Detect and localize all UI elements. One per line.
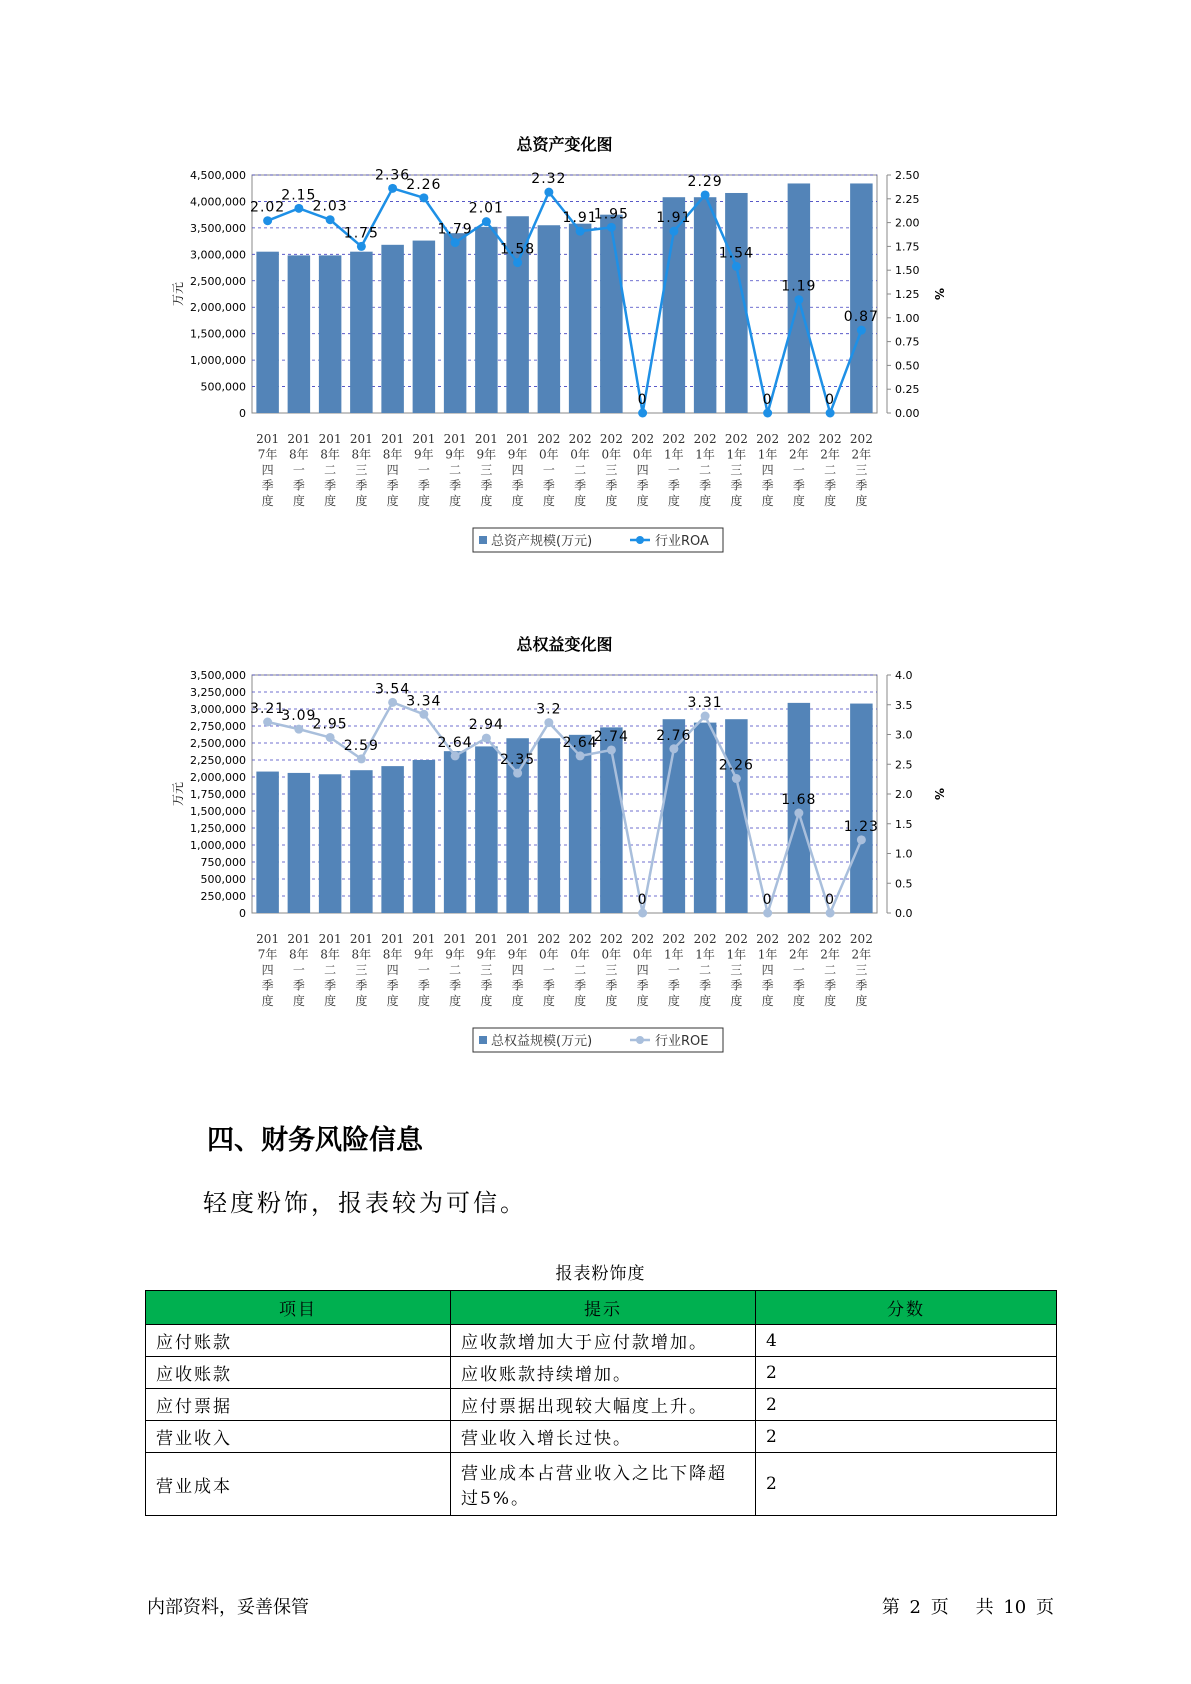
assets-xtick-label: 202 0年四季度: [631, 432, 655, 508]
assets-point: [701, 190, 710, 199]
whitewash-table: [145, 1290, 1057, 1516]
equity-ytick-label: 3,000,000: [190, 703, 246, 716]
assets-ytick-label: 2,000,000: [190, 301, 246, 315]
equity-point: [669, 744, 678, 753]
equity-data-label: 2.64: [437, 734, 473, 751]
assets-point: [576, 227, 585, 236]
assets-y2tick-label: 1.00: [895, 311, 920, 325]
assets-legend-bar-swatch: [479, 536, 487, 544]
assets-y2tick-label: 2.00: [895, 216, 920, 230]
equity-ytick-label: 500,000: [200, 873, 246, 886]
assets-y2tick-label: 1.25: [895, 288, 920, 301]
equity-point: [326, 733, 335, 742]
row-score: 2: [756, 1453, 1057, 1516]
equity-ytick-label: 2,500,000: [190, 737, 246, 750]
equity-xtick-label: 201 8年二季度: [318, 932, 342, 1008]
table-row: [146, 1325, 1057, 1357]
equity-y2tick-label: 2.5: [895, 758, 913, 772]
total-equity-chart: [170, 625, 970, 1105]
assets-xtick-label: 202 1年二季度: [693, 432, 717, 508]
assets-point: [544, 188, 553, 197]
assets-bar: [600, 215, 623, 413]
equity-data-label: 2.74: [593, 728, 629, 745]
equity-data-label: 2.94: [468, 717, 504, 734]
equity-data-label: 3.09: [281, 708, 317, 725]
equity-ytick-label: 0: [239, 907, 246, 920]
equity-point: [794, 809, 803, 818]
assets-bar: [444, 233, 467, 413]
equity-ytick-label: 1,750,000: [190, 788, 246, 801]
assets-point: [513, 258, 522, 267]
equity-xtick-label: 201 9年三季度: [474, 932, 498, 1008]
equity-data-label: 2.26: [718, 757, 754, 774]
equity-point: [544, 718, 553, 727]
table-row: [146, 1453, 1057, 1516]
equity-legend-line-marker: [636, 1036, 644, 1044]
assets-ytick-label: 3,000,000: [190, 248, 246, 262]
assets-xtick-label: 202 2年二季度: [818, 432, 842, 508]
assets-point: [482, 217, 491, 226]
total-assets-chart-svg: [170, 125, 970, 605]
assets-xtick-label: 202 0年一季度: [537, 432, 561, 508]
row-item: 应收账款: [146, 1357, 451, 1389]
assets-point: [419, 193, 428, 202]
assets-bar: [256, 252, 279, 413]
equity-xtick-label: 201 8年三季度: [349, 932, 373, 1008]
equity-bar: [850, 704, 873, 913]
assets-y2tick-label: 1.50: [895, 264, 920, 278]
assets-data-label: 1.91: [562, 210, 598, 227]
assets-legend-bar-label: 总资产规模(万元): [491, 534, 593, 549]
equity-data-label: 2.95: [312, 716, 348, 733]
equity-y2label: %: [932, 787, 946, 801]
assets-xtick-label: 201 9年三季度: [474, 432, 498, 508]
table-caption: 报表粉饰度: [555, 1264, 646, 1284]
equity-y2tick-label: 1.5: [895, 817, 913, 831]
assets-data-label: 2.03: [312, 198, 348, 215]
assets-ytick-label: 3,500,000: [190, 221, 246, 235]
row-item: 应付票据: [146, 1389, 451, 1421]
equity-legend-line-label: 行业ROE: [655, 1034, 709, 1049]
header-hint: 提示: [451, 1291, 756, 1325]
assets-point: [451, 238, 460, 247]
equity-xtick-label: 201 9年四季度: [506, 932, 530, 1008]
assets-xtick-label: 201 9年四季度: [506, 432, 530, 508]
assets-xtick-label: 202 0年三季度: [599, 432, 623, 508]
equity-point: [638, 909, 647, 918]
assets-bar: [475, 227, 498, 413]
section-title: 四、财务风险信息: [207, 1125, 423, 1156]
page-num: 2: [909, 1597, 921, 1618]
equity-point: [419, 710, 428, 719]
row-hint: 应收账款持续增加。: [451, 1357, 756, 1389]
assets-data-label: 1.54: [718, 245, 754, 262]
row-score: 2: [756, 1389, 1057, 1421]
assets-point: [294, 204, 303, 213]
assets-xtick-label: 202 1年一季度: [662, 432, 686, 508]
row-score: 2: [756, 1357, 1057, 1389]
header-score: 分数: [756, 1291, 1057, 1325]
equity-bar: [694, 723, 717, 913]
equity-data-label: 3.54: [375, 681, 411, 698]
assets-xtick-label: 202 0年二季度: [568, 432, 592, 508]
assets-y2tick-label: 1.75: [895, 240, 920, 254]
equity-bar: [381, 766, 404, 913]
assets-point: [732, 262, 741, 271]
page-unit: 页: [930, 1597, 949, 1618]
table-row: [146, 1357, 1057, 1389]
equity-xtick-label: 202 1年二季度: [693, 932, 717, 1008]
assets-y2tick-label: 0.75: [895, 335, 920, 349]
equity-bar: [288, 773, 311, 913]
risk-summary: 轻度粉饰，报表较为可信。: [203, 1189, 527, 1217]
equity-point: [451, 751, 460, 760]
assets-bar: [694, 197, 717, 413]
equity-xtick-label: 202 2年二季度: [818, 932, 842, 1008]
equity-point: [263, 718, 272, 727]
assets-data-label: 2.15: [281, 187, 317, 204]
assets-point: [826, 409, 835, 418]
equity-ytick-label: 750,000: [200, 856, 246, 869]
assets-xtick-label: 201 8年三季度: [349, 432, 373, 508]
equity-xtick-label: 202 0年四季度: [631, 932, 655, 1008]
assets-xtick-label: 202 2年一季度: [787, 432, 811, 508]
assets-xtick-label: 201 9年一季度: [412, 432, 436, 508]
assets-title: 总资产变化图: [516, 135, 613, 154]
assets-bar: [381, 245, 404, 413]
equity-y2tick-label: 3.5: [895, 698, 913, 712]
assets-point: [357, 242, 366, 251]
assets-point: [857, 326, 866, 335]
equity-bar: [319, 774, 342, 913]
equity-ytick-label: 1,250,000: [190, 822, 246, 835]
equity-ytick-label: 3,500,000: [190, 669, 246, 682]
equity-y2tick-label: 2.0: [895, 788, 913, 801]
assets-y2tick-label: 0.25: [895, 383, 920, 397]
header-item: 项目: [146, 1291, 451, 1325]
assets-xtick-label: 201 8年四季度: [381, 432, 405, 508]
equity-legend-bar-label: 总权益规模(万元): [491, 1034, 593, 1049]
assets-data-label: 0: [637, 392, 648, 408]
equity-point: [732, 774, 741, 783]
total-assets-chart: [170, 125, 970, 605]
row-score: 2: [756, 1421, 1057, 1453]
assets-data-label: 2.26: [406, 176, 442, 193]
equity-bar: [444, 751, 467, 913]
assets-xtick-label: 202 1年四季度: [756, 432, 780, 508]
equity-bar: [569, 735, 592, 913]
assets-ytick-label: 1,500,000: [190, 327, 246, 341]
equity-point: [763, 909, 772, 918]
equity-y2tick-label: 0.5: [895, 877, 913, 891]
table-row: [146, 1421, 1057, 1453]
assets-legend-line-marker: [636, 536, 644, 544]
assets-ytick-label: 0: [239, 407, 246, 420]
row-item: 应付账款: [146, 1325, 451, 1357]
assets-point: [388, 184, 397, 193]
assets-point: [607, 223, 616, 232]
equity-ylabel: 万元: [171, 781, 185, 807]
equity-data-label: 3.31: [687, 695, 723, 712]
equity-xtick-label: 201 8年四季度: [381, 932, 405, 1008]
equity-xtick-label: 202 0年二季度: [568, 932, 592, 1008]
equity-ytick-label: 250,000: [200, 890, 246, 903]
equity-data-label: 3.2: [536, 701, 562, 718]
equity-bar: [413, 760, 436, 913]
assets-point: [263, 216, 272, 225]
equity-xtick-label: 201 9年一季度: [412, 932, 436, 1008]
assets-xtick-label: 201 9年二季度: [443, 432, 467, 508]
equity-data-label: 1.68: [781, 792, 817, 809]
equity-xtick-label: 202 0年三季度: [599, 932, 623, 1008]
assets-y2tick-label: 2.50: [895, 169, 920, 182]
equity-point: [482, 734, 491, 743]
assets-data-label: 0: [762, 392, 773, 408]
assets-point: [669, 227, 678, 236]
page-number: [880, 1593, 1056, 1619]
equity-bar: [256, 772, 279, 913]
assets-xtick-label: 201 8年二季度: [318, 432, 342, 508]
row-hint: 营业成本占营业收入之比下降超过5%。: [451, 1453, 756, 1516]
equity-y2tick-label: 1.0: [895, 847, 913, 861]
equity-point: [513, 769, 522, 778]
assets-bar: [350, 252, 373, 413]
row-hint: 应收款增加大于应付款增加。: [451, 1325, 756, 1357]
equity-title: 总权益变化图: [516, 635, 613, 654]
equity-ytick-label: 1,000,000: [190, 839, 246, 852]
assets-data-label: 1.91: [656, 210, 692, 227]
assets-data-label: 2.36: [375, 167, 411, 184]
total-equity-chart-svg: [170, 625, 970, 1105]
assets-y2label: %: [932, 287, 946, 301]
row-hint: 应付票据出现较大幅度上升。: [451, 1389, 756, 1421]
equity-bar: [538, 738, 561, 913]
assets-data-label: 0: [825, 392, 836, 408]
equity-xtick-label: 201 9年二季度: [443, 932, 467, 1008]
assets-data-label: 2.01: [468, 200, 504, 217]
assets-xtick-label: 201 8年一季度: [287, 432, 311, 508]
equity-point: [857, 835, 866, 844]
equity-ytick-label: 2,750,000: [190, 720, 246, 733]
assets-data-label: 2.29: [687, 173, 723, 190]
row-item: 营业成本: [146, 1453, 451, 1516]
equity-point: [701, 712, 710, 721]
equity-xtick-label: 202 1年四季度: [756, 932, 780, 1008]
footer-note: 内部资料，妥善保管: [147, 1597, 309, 1618]
equity-data-label: 3.34: [406, 693, 442, 710]
equity-xtick-label: 202 2年三季度: [849, 932, 873, 1008]
assets-legend-line-label: 行业ROA: [655, 534, 709, 549]
assets-point: [763, 409, 772, 418]
equity-data-label: 2.35: [500, 752, 536, 769]
equity-data-label: 2.64: [562, 734, 598, 751]
assets-xtick-label: 202 1年三季度: [724, 432, 748, 508]
equity-data-label: 1.23: [843, 818, 879, 835]
assets-bar: [319, 255, 342, 413]
assets-ylabel: 万元: [171, 281, 185, 307]
assets-bar: [538, 225, 561, 413]
assets-data-label: 2.02: [250, 199, 286, 216]
equity-data-label: 0: [762, 892, 773, 908]
total-num: 10: [1003, 1597, 1027, 1618]
equity-bar: [475, 746, 498, 913]
equity-legend-bar-swatch: [479, 1036, 487, 1044]
assets-y2tick-label: 2.25: [895, 192, 920, 206]
page-prefix: 第: [881, 1597, 900, 1618]
equity-y2tick-label: 3.0: [895, 728, 913, 742]
equity-data-label: 2.76: [656, 727, 692, 744]
assets-xtick-label: 202 2年三季度: [849, 432, 873, 508]
equity-point: [388, 698, 397, 707]
equity-y2tick-label: 4.0: [895, 669, 913, 682]
assets-ytick-label: 500,000: [200, 380, 246, 394]
equity-point: [294, 725, 303, 734]
equity-ytick-label: 2,250,000: [190, 754, 246, 767]
equity-xtick-label: 201 7年四季度: [256, 932, 280, 1008]
equity-point: [357, 754, 366, 763]
assets-point: [638, 409, 647, 418]
equity-y2tick-label: 0.0: [895, 907, 913, 920]
assets-data-label: 0.87: [843, 309, 879, 326]
assets-data-label: 1.58: [500, 241, 536, 258]
table-header-row: [146, 1291, 1057, 1325]
assets-y2tick-label: 0.00: [895, 407, 920, 420]
equity-bar: [350, 770, 373, 913]
row-item: 营业收入: [146, 1421, 451, 1453]
equity-ytick-label: 2,000,000: [190, 771, 246, 784]
assets-point: [794, 295, 803, 304]
assets-ytick-label: 4,500,000: [190, 169, 246, 182]
assets-bar: [850, 183, 873, 413]
assets-xtick-label: 201 7年四季度: [256, 432, 280, 508]
total-prefix: 共: [975, 1597, 994, 1618]
total-unit: 页: [1036, 1597, 1054, 1618]
row-hint: 营业收入增长过快。: [451, 1421, 756, 1453]
equity-data-label: 2.59: [343, 737, 379, 754]
equity-xtick-label: 202 1年三季度: [724, 932, 748, 1008]
assets-y2tick-label: 0.50: [895, 359, 920, 373]
equity-data-label: 0: [825, 892, 836, 908]
assets-bar: [413, 241, 436, 413]
equity-ytick-label: 3,250,000: [190, 686, 246, 699]
assets-ytick-label: 1,000,000: [190, 354, 246, 368]
assets-data-label: 1.75: [343, 225, 379, 242]
row-score: 4: [756, 1325, 1057, 1357]
assets-bar: [288, 255, 311, 413]
equity-xtick-label: 201 8年一季度: [287, 932, 311, 1008]
equity-ytick-label: 1,500,000: [190, 805, 246, 818]
assets-data-label: 1.19: [781, 278, 817, 295]
assets-data-label: 2.32: [531, 171, 567, 188]
equity-data-label: 3.21: [250, 701, 286, 718]
assets-point: [326, 215, 335, 224]
assets-bar: [569, 224, 592, 413]
equity-data-label: 0: [637, 892, 648, 908]
equity-xtick-label: 202 2年一季度: [787, 932, 811, 1008]
assets-ytick-label: 4,000,000: [190, 195, 246, 209]
equity-xtick-label: 202 1年一季度: [662, 932, 686, 1008]
assets-data-label: 1.95: [593, 206, 629, 223]
equity-xtick-label: 202 0年一季度: [537, 932, 561, 1008]
assets-data-label: 1.79: [437, 221, 473, 238]
equity-point: [576, 751, 585, 760]
equity-point: [607, 745, 616, 754]
equity-point: [826, 909, 835, 918]
table-row: [146, 1389, 1057, 1421]
assets-ytick-label: 2,500,000: [190, 274, 246, 288]
